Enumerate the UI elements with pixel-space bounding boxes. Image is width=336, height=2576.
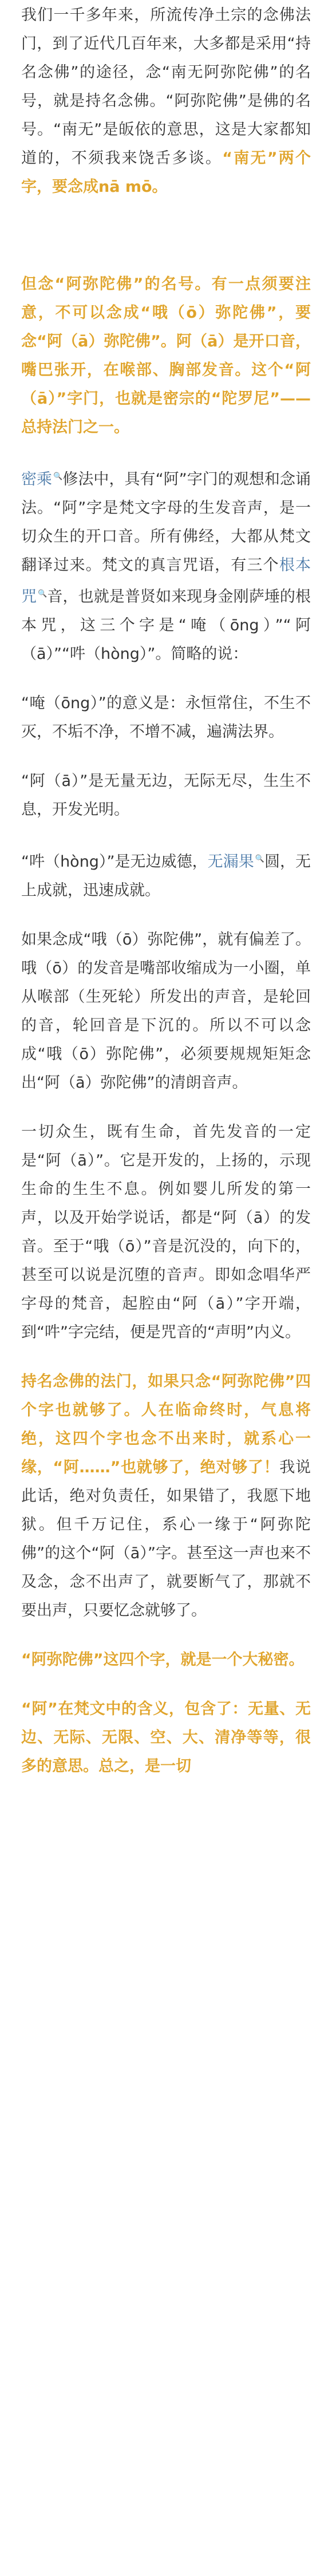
- search-icon[interactable]: 🔍: [53, 472, 63, 481]
- paragraph-8: 一切众生，既有生命，首先发音的一定是“阿（ā）”。它是开发的，上扬的，示现生命的生生不息。例如婴儿所发的第一声，以及开始学说话，都是“阿（ā）的发音。至于“哦（ō）”音是沉没的，向下的，甚至可以说是沉堕的音声。即如念唱华严字母的梵音，起腔由“阿（ā）”字开端，到“吽”字完结，便是咒音的“声明”内义。: [21, 1123, 311, 1341]
- namo-pronunciation-note: “南无”两个字，要念成nā mō。: [21, 149, 311, 196]
- spacer: [21, 746, 311, 767]
- paragraph-2-highlight: 但念“阿弥陀佛”的名号。有一点须要注意，不可以念成“哦（ō）弥陀佛”，要念“阿（ā）弥陀佛”。阿（ā）是开口音，嘴巴张开，在喉部、胸部发音。这个“阿（ā）”字门，也就是密宗的“陀罗尼”——总持法门之一。: [21, 275, 311, 436]
- spacer: [21, 1674, 311, 1695]
- spacer: [21, 1347, 311, 1368]
- search-icon[interactable]: 🔍: [255, 855, 264, 863]
- spacer: [21, 1097, 311, 1118]
- paragraph-9-text: 我说此话，绝对负责任，如果错了，我愿下地狱。但千万记住，系心一缘于“阿弥陀佛”的这个“阿（ā）”字。甚至这一声也来不及念，念不出声了，就要断气了，那就不要出声，只要忆念就够了。: [21, 1459, 311, 1619]
- spacer: [21, 824, 311, 845]
- spacer: [21, 905, 311, 926]
- paragraph-9-highlight: 持名念佛的法门，如果只念“阿弥陀佛”四个字也就够了。人在临命终时，气息将绝，这四个字也念不出来时，就系心一缘，“阿……”也就够了，绝对够了！: [21, 1373, 311, 1476]
- paragraph-1-text: 我们一千多年来，所流传净土宗的念佛法门，到了近代几百年来，大多都是采用“持名念佛”的途径，念“南无阿弥陀佛”的名号，就是持名念佛。“阿弥陀佛”是佛的名号。“南无”是皈依的意思，这是大家都知道的，不须我来饶舌多谈。: [21, 6, 311, 167]
- paragraph-6-text-a: “吽（hòng）”是无边威德，: [21, 853, 208, 871]
- paragraph-5: “阿（ā）”是无量无边，无际无尽，生生不息，开发光明。: [21, 772, 311, 819]
- paragraph-6: [21, 845, 311, 905]
- paragraph-3: [21, 463, 311, 669]
- paragraph-11-highlight: “阿”在梵文中的含义，包含了：无量、无边、无际、无限、空、大、清净等等，很多的意思。总之，是一切: [21, 1700, 311, 1775]
- paragraph-9: [21, 1368, 311, 1625]
- link-gen-ben-zhou[interactable]: 根本咒: [21, 556, 311, 606]
- paragraph-7: 如果念成“哦（ō）弥陀佛”，就有偏差了。哦（ō）的发音是嘴部收缩成为一小圈，单从喉部（生死轮）所发出的声音，是轮回的音，轮回音是下沉的。所以不可以念成“哦（ō）弥陀佛”，必须要规规矩矩念出“阿（ā）弥陀佛”的清朗音声。: [21, 931, 311, 1092]
- spacer: [21, 669, 311, 689]
- paragraph-3-text-b: 音，也就是普贤如来现身金刚萨埵的根本咒，这三个字是“唵（ōng）”“阿（ā）”“吽（hòng）”。简略的说：: [21, 588, 311, 663]
- paragraph-3-text-a: 修法中，具有“阿”字门的观想和念诵法。“阿”字是梵文字母的生发音声，是一切众生的开口音。所有佛经，大都从梵文翻译过来。梵文的真言咒语，有三个: [21, 471, 311, 574]
- spacer: [21, 1625, 311, 1646]
- paragraph-10-highlight: “阿弥陀佛”这四个字，就是一个大秘密。: [21, 1651, 305, 1669]
- link-wu-lou-guo[interactable]: 无漏果: [207, 853, 254, 871]
- article-body: [21, 0, 311, 1781]
- paragraph-4: “唵（ōng）”的意义是：永恒常住，不生不灭，不垢不净，不增不减，遍满法界。: [21, 694, 311, 741]
- paragraph-6-text-b: 圆，无上成就，迅速成就。: [21, 853, 311, 899]
- paragraph-1: [21, 1, 311, 202]
- spacer: [21, 202, 311, 270]
- spacer: [21, 442, 311, 463]
- link-mi-cheng[interactable]: 密乘: [21, 471, 53, 488]
- search-icon[interactable]: 🔍: [38, 590, 48, 598]
